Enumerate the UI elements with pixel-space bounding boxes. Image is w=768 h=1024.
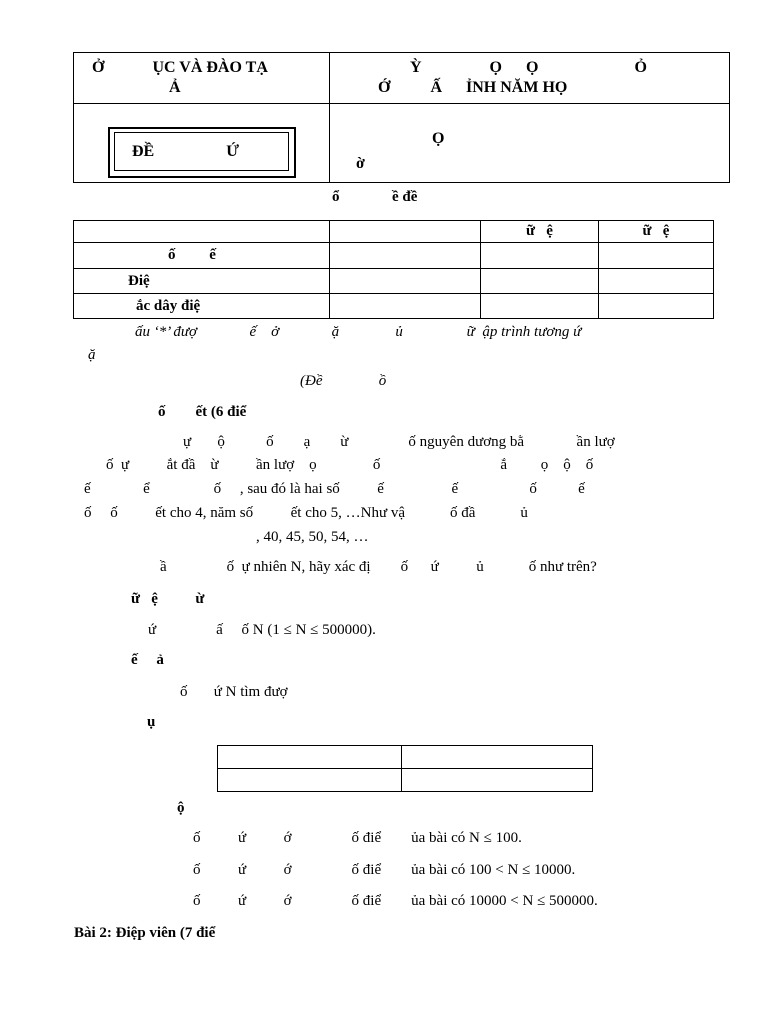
example-cell: [402, 769, 593, 792]
exam-box-label: ĐỀ Ứ: [132, 143, 239, 160]
bai1-paragraph-3: ế ể ố , sau đó là hai số ế ế ố ế: [84, 481, 585, 497]
example-title: ụ: [147, 714, 156, 730]
summary-header-3: ữ ệ: [481, 221, 599, 243]
header-right: [330, 53, 730, 104]
header-left: [74, 53, 330, 104]
summary-header-1: [74, 221, 330, 243]
header-right-line2: Ớ Ấ ỈNH NĂM HỌ: [378, 79, 568, 96]
header-left-line2: Ả: [169, 79, 181, 96]
example-cell: [218, 769, 402, 792]
table-row: [74, 243, 714, 269]
score-line-2: ố ứ ớ ố điể ủa bài có 100 < N ≤ 10000.: [193, 862, 576, 878]
bai1-question: ầ ố ự nhiên N, hãy xác đị ố ứ ủ ố như trên?: [160, 559, 597, 575]
bai1-paragraph-1: ự ộ ố ạ ừ ố nguyên dương bằ ần lượ: [183, 434, 615, 450]
summary-cell: [599, 269, 714, 294]
bai1-paragraph-4: ố ố ết cho 4, năm số ết cho 5, …Như vậ ố đầ ủ: [84, 505, 528, 521]
page-note: (Đề ồ: [300, 373, 387, 389]
bai2-title: Bài 2: Điệp viên (7 điể: [74, 925, 216, 941]
bai1-paragraph-5: , 40, 45, 50, 54, …: [256, 529, 369, 545]
summary-header-2: [330, 221, 481, 243]
score-line-1: ố ứ ớ ố điể ủa bài có N ≤ 100.: [193, 830, 522, 846]
bai1-title: ố ết (6 điể: [158, 404, 247, 420]
table-row: [218, 769, 593, 792]
summary-cell: [481, 294, 599, 319]
summary-cell: [330, 294, 481, 319]
header-right-line1: Ỳ Ọ Ọ Ỏ: [410, 59, 647, 76]
scoring-title: ộ: [177, 800, 185, 816]
subject-cell: [330, 104, 730, 183]
summary-header-4: ữ ệ: [599, 221, 714, 243]
summary-cell: [599, 294, 714, 319]
summary-table: [73, 220, 714, 319]
output-title: ế ả: [131, 652, 164, 668]
output-desc: ố ứ N tìm đượ: [180, 684, 288, 700]
example-table: [217, 745, 593, 792]
subject-line1: Ọ: [432, 130, 445, 147]
input-desc: ứ ấ ố N (1 ≤ N ≤ 500000).: [148, 622, 376, 638]
summary-title: ổ ề đề: [332, 189, 418, 205]
input-title: ữ ệ ừ: [131, 591, 205, 607]
summary-row1-name: ố ế: [74, 243, 330, 269]
header-left-line1: Ở ỤC VÀ ĐÀO TẠ: [92, 59, 268, 76]
example-cell: [218, 746, 402, 769]
note-line-1: ấu ‘*’ đượ ế ở ặ ủ ữ ập trình tương ứ: [135, 324, 582, 340]
table-row: [218, 746, 593, 769]
summary-cell: [330, 243, 481, 269]
subject-line2: ờ: [356, 155, 365, 172]
example-cell: [402, 746, 593, 769]
score-line-3: ố ứ ớ ố điể ủa bài có 10000 < N ≤ 500000.: [193, 893, 598, 909]
summary-row3-name: ắc dây điệ: [74, 294, 330, 319]
bai1-paragraph-2: ố ự ắt đầ ừ ần lượ ọ ố ắ ọ ộ ố: [106, 457, 594, 473]
table-row: [74, 294, 714, 319]
summary-cell: [599, 243, 714, 269]
summary-row2-name: Điệ: [74, 269, 330, 294]
summary-cell: [481, 269, 599, 294]
summary-cell: [330, 269, 481, 294]
table-row: [74, 269, 714, 294]
summary-cell: [481, 243, 599, 269]
note-line-2: ặ: [88, 347, 96, 363]
